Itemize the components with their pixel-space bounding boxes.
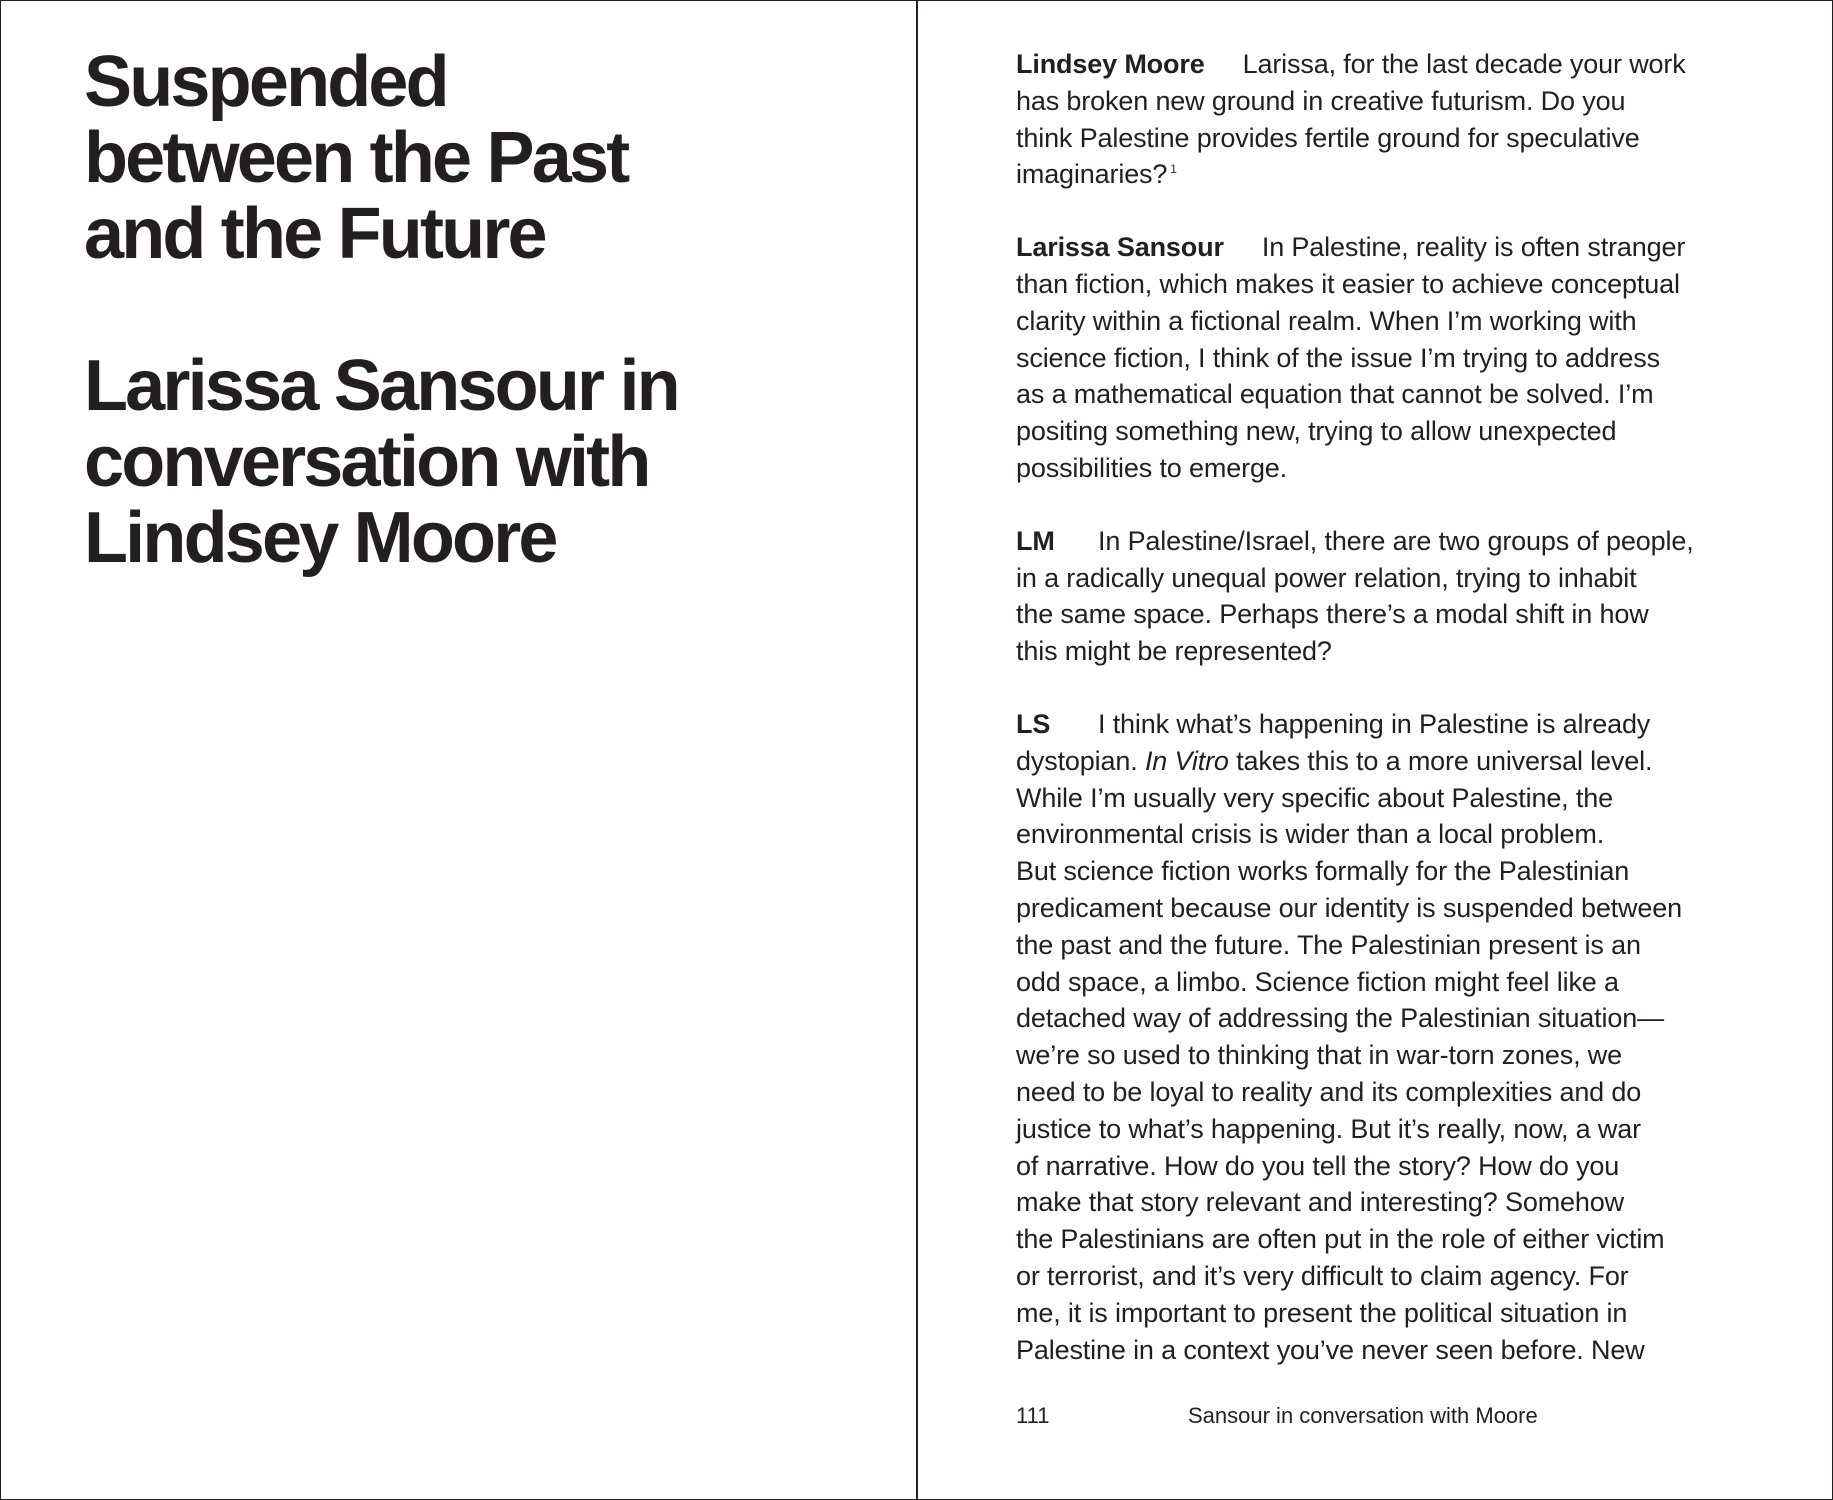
text-line: environmental crisis is wider than a local problem. <box>1016 819 1605 850</box>
speaker-label: LM <box>1016 525 1055 556</box>
text-line: the same space. Perhaps there’s a modal shift in how <box>1016 599 1649 630</box>
chapter-subtitle <box>84 348 844 576</box>
text-line: odd space, a limbo. Science fiction might feel like a <box>1016 966 1619 997</box>
text-line: the Palestinians are often put in the role of either victim <box>1016 1224 1665 1255</box>
text-line: detached way of addressing the Palestinian situation— <box>1016 1003 1664 1034</box>
text-line: positing something new, trying to allow unexpected <box>1016 416 1617 447</box>
running-head: Sansour in conversation with Moore <box>1188 1403 1538 1428</box>
text-line <box>1016 156 1756 193</box>
subtitle-line: Lindsey Moore <box>84 498 556 578</box>
left-page <box>84 44 844 576</box>
text-line: in a radically unequal power relation, trying to inhabit <box>1016 562 1637 593</box>
text-line: make that story relevant and interesting? Somehow <box>1016 1187 1624 1218</box>
interview-paragraph <box>1016 229 1756 487</box>
interview-paragraph <box>1016 706 1756 1368</box>
text-span: I think what’s happening in Palestine is already <box>1098 708 1651 739</box>
text-line <box>1016 229 1756 266</box>
text-line: possibilities to emerge. <box>1016 452 1288 483</box>
title-line: between the Past <box>84 118 628 198</box>
text-span: In Palestine/Israel, there are two groups of people, <box>1098 525 1694 556</box>
text-line: clarity within a fictional realm. When I’m working with <box>1016 305 1637 336</box>
text-line: as a mathematical equation that cannot be solved. I’m <box>1016 379 1654 410</box>
speaker-label: Lindsey Moore <box>1016 49 1205 79</box>
footnote-marker: 1 <box>1170 162 1177 177</box>
page-number: 111 <box>1016 1403 1050 1428</box>
page-gutter-divider <box>916 0 918 1500</box>
text-span: takes this to a more universal level. <box>1228 745 1653 776</box>
text-line: predicament because our identity is suspended between <box>1016 892 1682 923</box>
speaker-label: LS <box>1016 708 1051 739</box>
text-line <box>1016 743 1756 780</box>
chapter-title <box>84 44 844 272</box>
speaker-label: Larissa Sansour <box>1016 232 1224 263</box>
text-line: Palestine in a context you’ve never seen before. New <box>1016 1334 1645 1365</box>
text-span: Larissa, for the last decade your work <box>1242 49 1686 79</box>
text-span: dystopian. <box>1016 745 1145 776</box>
text-line: justice to what’s happening. But it’s really, now, a war <box>1016 1113 1641 1144</box>
title-line: and the Future <box>84 194 545 274</box>
text-line: we’re so used to thinking that in war-torn zones, we <box>1016 1040 1623 1071</box>
text-span: In Palestine, reality is often stranger <box>1261 232 1686 263</box>
right-page <box>1016 46 1756 1404</box>
text-span: imaginaries? <box>1016 159 1168 190</box>
interview-paragraph <box>1016 523 1756 670</box>
text-line: science fiction, I think of the issue I’m trying to address <box>1016 342 1660 373</box>
text-line: of narrative. How do you tell the story? How do you <box>1016 1150 1620 1181</box>
work-title-italic: In Vitro <box>1144 745 1229 776</box>
text-line: has broken new ground in creative futurism. Do you <box>1016 85 1626 116</box>
text-line: need to be loyal to reality and its complexities and do <box>1016 1076 1642 1107</box>
text-line: this might be represented? <box>1016 636 1332 667</box>
text-line: But science fiction works formally for the Palestinian <box>1016 856 1630 887</box>
text-line: While I’m usually very specific about Palestine, the <box>1016 782 1613 813</box>
subtitle-line: conversation with <box>84 422 649 502</box>
subtitle-line: Larissa Sansour in <box>84 346 678 426</box>
text-line: me, it is important to present the political situation in <box>1016 1297 1628 1328</box>
interview-paragraph <box>1016 46 1756 193</box>
text-line: think Palestine provides fertile ground for speculative <box>1016 122 1640 153</box>
text-line: the past and the future. The Palestinian present is an <box>1016 929 1641 960</box>
text-line: than fiction, which makes it easier to achieve conceptual <box>1016 268 1680 299</box>
title-line: Suspended <box>84 42 447 122</box>
text-line <box>1016 46 1756 83</box>
text-line: or terrorist, and it’s very difficult to claim agency. For <box>1016 1260 1629 1291</box>
text-line <box>1016 706 1756 743</box>
text-line <box>1016 523 1756 560</box>
